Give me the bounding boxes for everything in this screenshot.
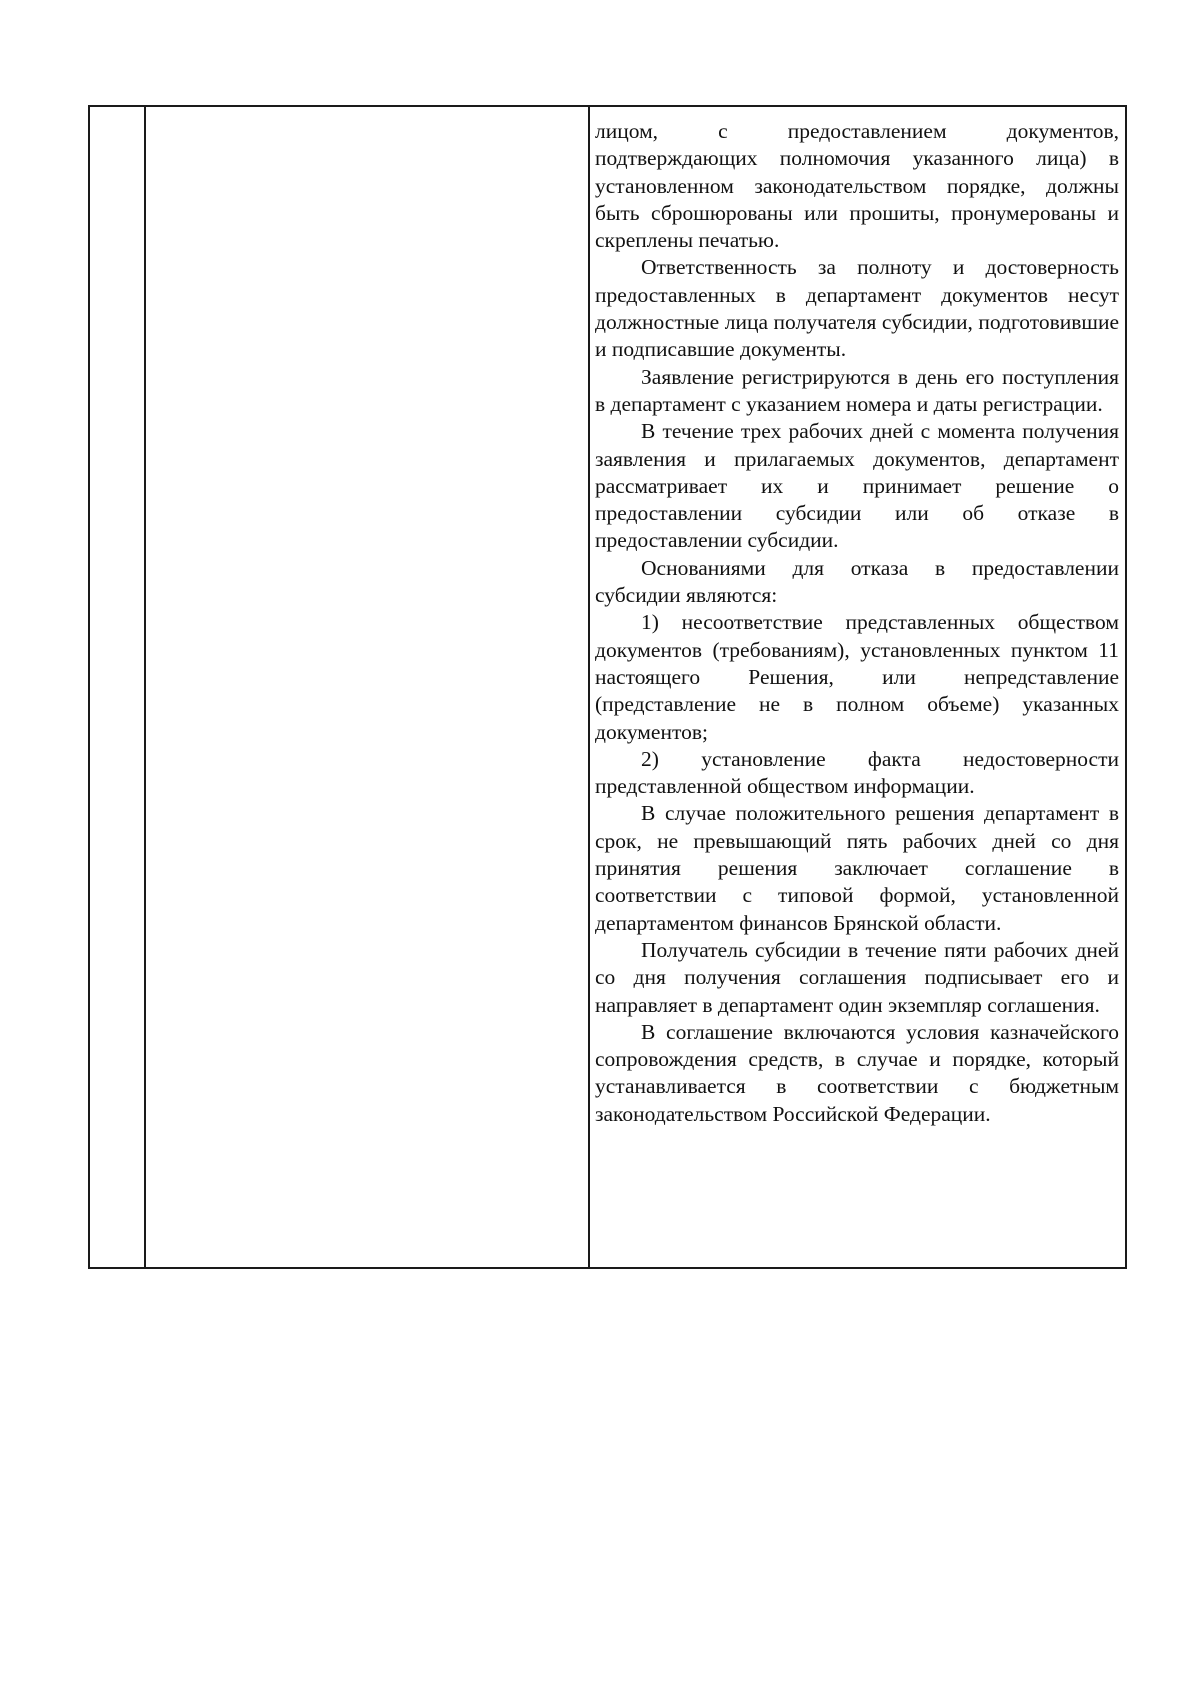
table-cell-text bbox=[595, 118, 1119, 1128]
document-table bbox=[88, 105, 1127, 1269]
paragraph: Ответственность за полноту и достоверность предоставленных в департамент документов несут должностные лица получателя субсидии, подготовившие и подписавшие документы. bbox=[595, 255, 1119, 362]
paragraph: Заявление регистрируются в день его поступления в департамент с указанием номера и даты регистрации. bbox=[595, 364, 1119, 416]
paragraph: В случае положительного решения департамент в срок, не превышающий пять рабочих дней со дня принятия решения заключает соглашение в соответствии с типовой формой, установленной департаментом финансов Брянской области. bbox=[595, 801, 1119, 935]
table-column-divider bbox=[144, 107, 146, 1267]
paragraph: лицом, с предоставлением документов, подтверждающих полномочия указанного лица) в установленном законодательством порядке, должны быть сброшюрованы или прошиты, пронумерованы и скреплены печатью. bbox=[595, 119, 1119, 253]
paragraph: Основаниями для отказа в предоставлении субсидии являются: bbox=[595, 555, 1119, 608]
list-item: 2) установление факта недостоверности представленной обществом информации. bbox=[595, 746, 1119, 799]
paragraph: В течение трех рабочих дней с момента получения заявления и прилагаемых документов, департамент рассматривает их и принимает решение о предоставлении субсидии или об отказе в предоставлении субсидии. bbox=[595, 419, 1119, 553]
paragraph: В соглашение включаются условия казначейского сопровождения средств, в случае и порядке, который устанавливается в соответствии с бюджетным законодательством Российской Федерации. bbox=[595, 1019, 1119, 1126]
table-column-divider bbox=[588, 107, 590, 1267]
paragraph: Получатель субсидии в течение пяти рабочих дней со дня получения соглашения подписывает его и направляет в департамент один экземпляр соглашения. bbox=[595, 937, 1119, 1017]
list-item: 1) несоответствие представленных обществом документов (требованиям), установленных пунктом 11 настоящего Решения, или непредставление (представление не в полном объеме) указанных документов; bbox=[595, 610, 1119, 744]
